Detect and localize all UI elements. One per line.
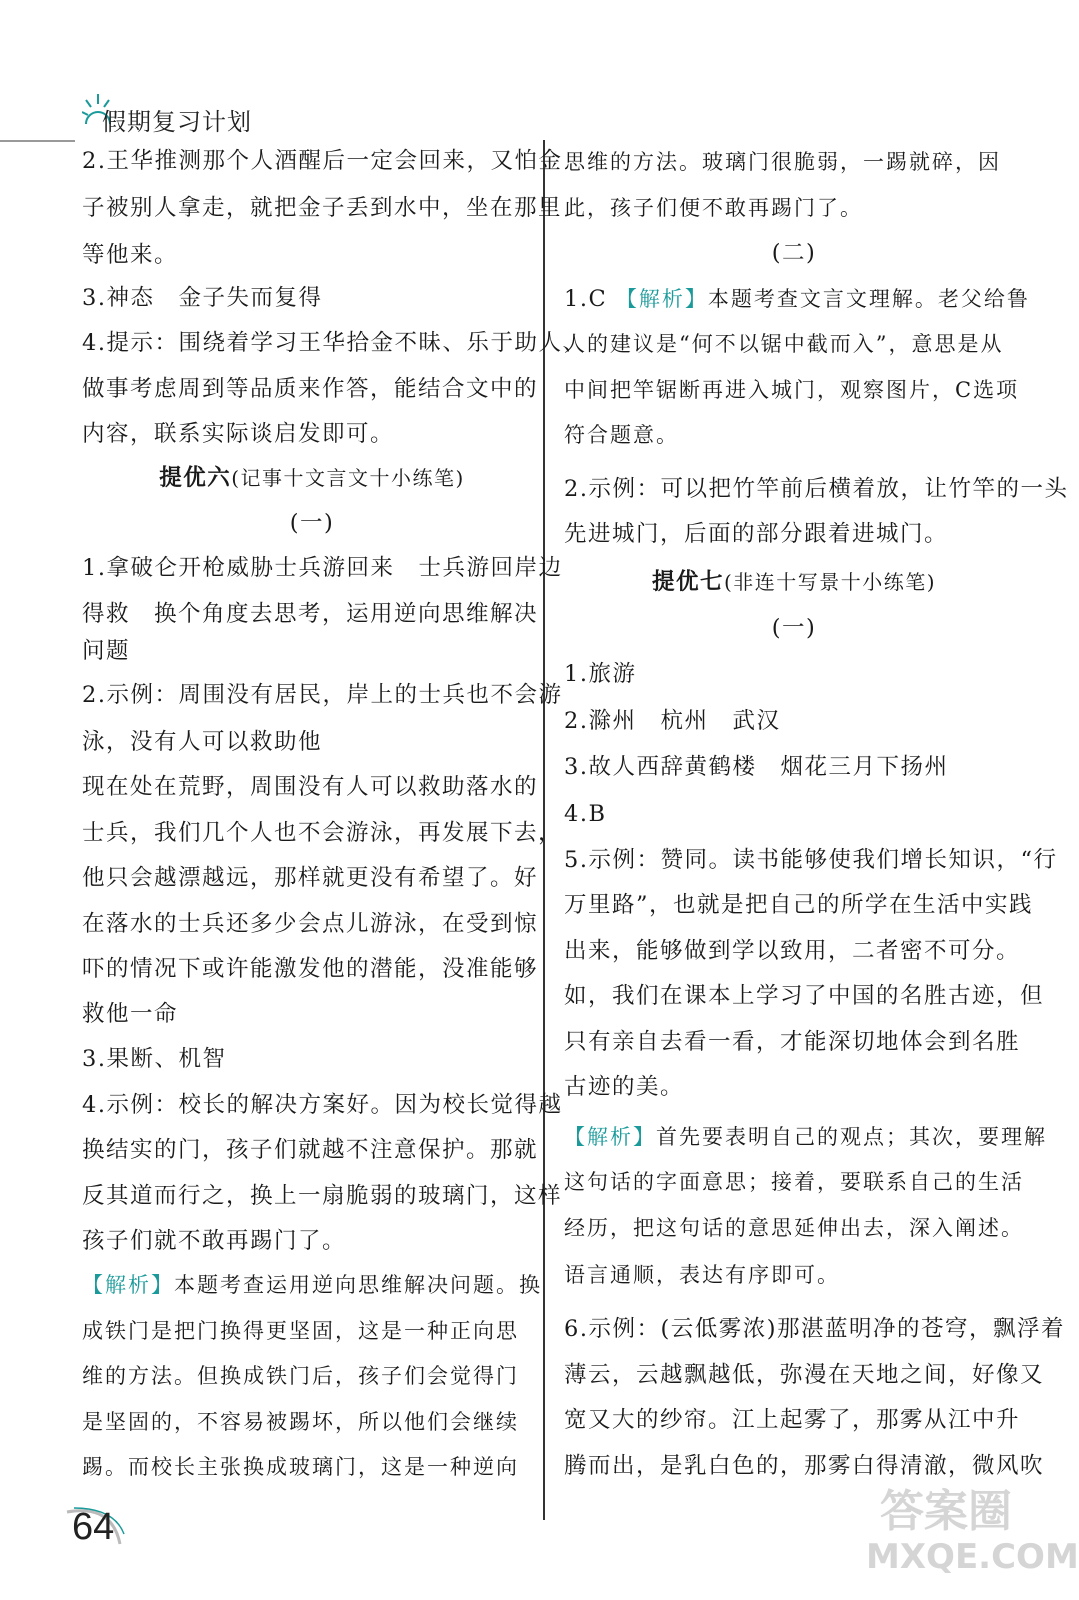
section-title: 提优六: [159, 465, 232, 491]
answer-line: 2.王华推测那个人酒醒后一定会回来，又怕金: [82, 148, 563, 174]
section-part: (二): [771, 240, 817, 266]
answer-line: 3.果断、机智: [82, 1046, 227, 1072]
answer-line: 他只会越漂越远，那样就更没有希望了。好: [82, 865, 539, 891]
section-title: 提优七: [651, 569, 724, 595]
header-underline: [0, 140, 75, 142]
answer-line: 泳，没有人可以救助他: [82, 729, 323, 755]
answer-line: 士兵，我们几个人也不会游泳，再发展下去，: [82, 820, 563, 846]
analysis-text: 本题考查文言文理解。老父给鲁: [707, 287, 1030, 311]
section-heading: [564, 571, 1024, 594]
answer-line: 古迹的美。: [564, 1074, 685, 1100]
header-title: 假期复习计划: [102, 108, 252, 136]
analysis-line: 中间把竿锯断再进入城门，观察图片，C选项: [564, 378, 1020, 402]
answer-line: 3.故人西辞黄鹤楼 烟花三月下扬州: [564, 754, 949, 780]
answer-line: 出来，能够做到学以致用，二者密不可分。: [564, 938, 1021, 964]
answer-line: 4.示例：校长的解决方案好。因为校长觉得越: [82, 1092, 563, 1118]
analysis-text: 首先要表明自己的观点；其次，要理解: [656, 1125, 1047, 1149]
analysis-text: 本题考查运用逆向思维解决问题。换: [174, 1273, 542, 1297]
answer-line: 孩子们就不敢再踢门了。: [82, 1228, 347, 1254]
answer-line: 4.提示：围绕着学习王华拾金不昧、乐于助人、: [82, 330, 587, 356]
analysis-line: [82, 1275, 542, 1296]
answer-line: 吓的情况下或许能激发他的潜能，没准能够: [82, 956, 539, 982]
analysis-line: 符合题意。: [564, 423, 679, 447]
analysis-line: 语言通顺，表达有序即可。: [564, 1263, 840, 1287]
analysis-line: 踢。而校长主张换成玻璃门，这是一种逆向: [82, 1455, 519, 1479]
answer-number: 1.C: [564, 286, 608, 312]
page-number: 64: [72, 1506, 115, 1548]
answer-line: 做事考虑周到等品质来作答，能结合文中的: [82, 376, 539, 402]
answer-line: 6.示例：(云低雾浓)那湛蓝明净的苍穹，飘浮着: [564, 1316, 1066, 1342]
answer-line: 换结实的门，孩子们就越不注意保护。那就: [82, 1137, 539, 1163]
section-part: (一): [289, 510, 335, 536]
answer-line: 腾而出，是乳白色的，那雾白得清澈，微风吹: [564, 1453, 1045, 1479]
answer-line: 只有亲自去看一看，才能深切地体会到名胜: [564, 1029, 1021, 1055]
analysis-tag: 【解析】: [564, 1125, 656, 1149]
answer-line: 内容，联系实际谈启发即可。: [82, 421, 395, 447]
answer-line: 如，我们在课本上学习了中国的名胜古迹，但: [564, 983, 1045, 1009]
answer-line: 万里路”，也就是把自己的所学在生活中实践: [564, 892, 1034, 918]
answer-line: 5.示例：赞同。读书能够使我们增长知识，“行: [564, 847, 1058, 873]
answer-line: 1.拿破仑开枪威胁士兵游回来 士兵游回岸边: [82, 555, 563, 581]
section-subtitle: (非连十写景十小练笔): [723, 570, 937, 594]
answer-line: 等他来。: [82, 242, 179, 268]
answer-line: 先进城门，后面的部分跟着进城门。: [564, 521, 949, 547]
watermark-text: 答案圈: [880, 1486, 1012, 1537]
analysis-line: 维的方法。但换成铁门后，孩子们会觉得门: [82, 1364, 519, 1388]
answer-line: 1.旅游: [564, 661, 637, 687]
answer-line: 得救 换个角度去思考，运用逆向思维解决: [82, 601, 539, 627]
answer-line: 现在处在荒野，周围没有人可以救助落水的: [82, 774, 539, 800]
answer-line: 在落水的士兵还多少会点儿游泳，在受到惊: [82, 911, 539, 937]
answer-line: 救他一命: [82, 1001, 179, 1027]
answer-line: 3.神态 金子失而复得: [82, 285, 323, 311]
answer-line: 反其道而行之，换上一扇脆弱的玻璃门，这样: [82, 1183, 563, 1209]
answer-line: 宽又大的纱帘。江上起雾了，那雾从江中升: [564, 1407, 1021, 1433]
answer-line: 子被别人拿走，就把金子丢到水中，坐在那里: [82, 195, 563, 221]
analysis-line: 经历，把这句话的意思延伸出去，深入阐述。: [564, 1216, 1024, 1240]
analysis-line: 是坚固的，不容易被踢坏，所以他们会继续: [82, 1410, 519, 1434]
answer-line: 2.示例：周围没有居民，岸上的士兵也不会游: [82, 682, 563, 708]
analysis-line: 此，孩子们便不敢再踢门了。: [564, 196, 863, 220]
section-part: (一): [771, 615, 817, 641]
answer-line: 4.B: [564, 801, 607, 827]
answer-line: 薄云，云越飘越低，弥漫在天地之间，好像又: [564, 1362, 1045, 1388]
analysis-tag: 【解析】: [615, 287, 708, 311]
analysis-line: 成铁门是把门换得更坚固，这是一种正向思: [82, 1319, 519, 1343]
answer-line: 问题: [82, 638, 131, 664]
analysis-line: 这句话的字面意思；接着，要联系自己的生活: [564, 1170, 1024, 1194]
answer-line: 2.滁州 杭州 武汉: [564, 708, 781, 734]
analysis-line: [564, 1127, 1047, 1148]
section-subtitle: (记事十文言文十小练笔): [231, 466, 465, 490]
section-heading: [82, 467, 542, 490]
answer-line: 2.示例：可以把竹竿前后横着放，让竹竿的一头: [564, 476, 1069, 502]
analysis-line: 思维的方法。玻璃门很脆弱，一踢就碎，因: [564, 150, 1001, 174]
analysis-tag: 【解析】: [82, 1273, 174, 1297]
watermark-url: MXQE.COM: [866, 1537, 1079, 1577]
answer-line: [564, 288, 1030, 311]
analysis-line: 人的建议是“何不以锯中截而入”，意思是从: [564, 332, 1004, 356]
